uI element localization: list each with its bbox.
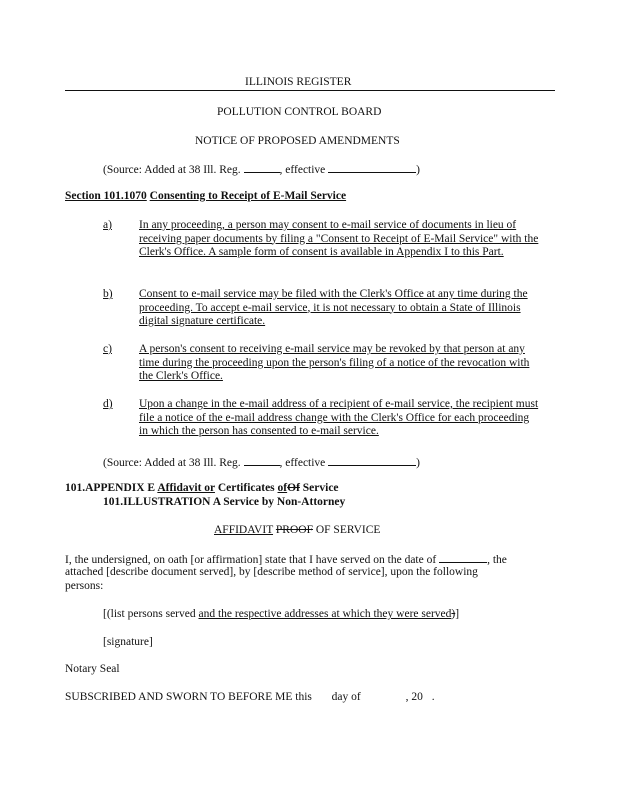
sworn-period: . [431, 691, 435, 703]
notice-title: NOTICE OF PROPOSED AMENDMENTS [195, 135, 400, 147]
item-c-label: c) [103, 343, 112, 355]
persons-close: ] [455, 608, 460, 620]
affidavit-body-3: persons: [65, 580, 104, 592]
persons-struck: ) [451, 608, 456, 620]
sworn-line [65, 691, 435, 703]
affidavit-heading [214, 524, 380, 536]
year-prefix: , 20 [405, 691, 423, 703]
appendix-title-u: Affidavit or [157, 482, 215, 494]
signature-line: [signature] [103, 636, 153, 648]
source-line-2: (Source: Added at 38 Ill. Reg. , effective ) [103, 457, 421, 469]
source-prefix: (Source: Added at 38 Ill. Reg. [103, 164, 241, 176]
item-d-label: d) [103, 398, 113, 410]
item-c-text: A person's consent to receiving e-mail service may be revoked by that person at any time during the proceeding upon the person's filing of a notice of the revocation with the Clerk's Office. [139, 343, 530, 382]
body-line-1: I, the undersigned, on oath [or affirmation] state that I have served on the date of [65, 554, 437, 566]
persons-plain: [(list persons served [103, 608, 196, 620]
section-heading [65, 190, 346, 202]
appendix-of-struck: Of [287, 482, 300, 494]
source-effective-2: , effective [279, 457, 326, 469]
effective-blank [328, 162, 416, 173]
register-title: ILLINOIS REGISTER [245, 76, 352, 88]
appendix-of: of [277, 482, 288, 494]
section-title: Consenting to Receipt of E-Mail Service [149, 190, 347, 202]
body-line-1-end: , the [487, 554, 507, 566]
item-b-text: Consent to e-mail service may be filed with the Clerk's Office at any time during the proceeding. To accept e-mail service, it is not necessary to obtain a State of Illinois digital signature certificate. [139, 288, 528, 327]
source-prefix-2: (Source: Added at 38 Ill. Reg. [103, 457, 241, 469]
proof-struck: PROOF [275, 524, 313, 536]
source-line: (Source: Added at 38 Ill. Reg. , effective ) [103, 164, 421, 176]
effective-blank-2 [328, 455, 416, 466]
section-number: Section 101.1070 [65, 190, 147, 202]
affidavit-body-2: attached [describe document served], by [describe method of service], upon the following [65, 566, 478, 578]
appendix-service: Service [302, 482, 339, 494]
header-rule [65, 90, 555, 91]
reg-blank [244, 162, 280, 173]
notary-seal: Notary Seal [65, 663, 120, 675]
appendix-heading [65, 482, 339, 494]
board-title: POLLUTION CONTROL BOARD [217, 106, 382, 118]
appendix-title-mid: Certificates [217, 482, 275, 494]
of-service: OF SERVICE [315, 524, 381, 536]
persons-served [103, 608, 459, 620]
sworn-text: SUBSCRIBED AND SWORN TO BEFORE ME this [65, 691, 312, 703]
persons-underlined: and the respective addresses at which they were served [198, 608, 452, 620]
item-b-label: b) [103, 288, 113, 300]
date-blank [439, 552, 487, 563]
day-of: day of [331, 691, 361, 703]
item-d-text: Upon a change in the e-mail address of a recipient of e-mail service, the recipient must file a notice of the e-mail address change with the Clerk's Office for each proceeding in which the person has consented to e-mail service. [139, 398, 539, 437]
reg-blank-2 [244, 455, 280, 466]
affidavit-word: AFFIDAVIT [214, 524, 274, 536]
illustration-heading: 101.ILLUSTRATION A Service by Non-Attorney [103, 496, 346, 508]
affidavit-body-1 [65, 552, 507, 566]
item-a-text: In any proceeding, a person may consent to e-mail service of documents in lieu of receiving paper documents by filing a "Consent to Receipt of E-Mail Service" with the Clerk's Office. A sample form of consent is available in Appendix I to this Part. [139, 219, 539, 258]
item-a-label: a) [103, 219, 112, 231]
appendix-number: 101.APPENDIX E [65, 482, 156, 494]
source-effective: , effective [279, 164, 326, 176]
